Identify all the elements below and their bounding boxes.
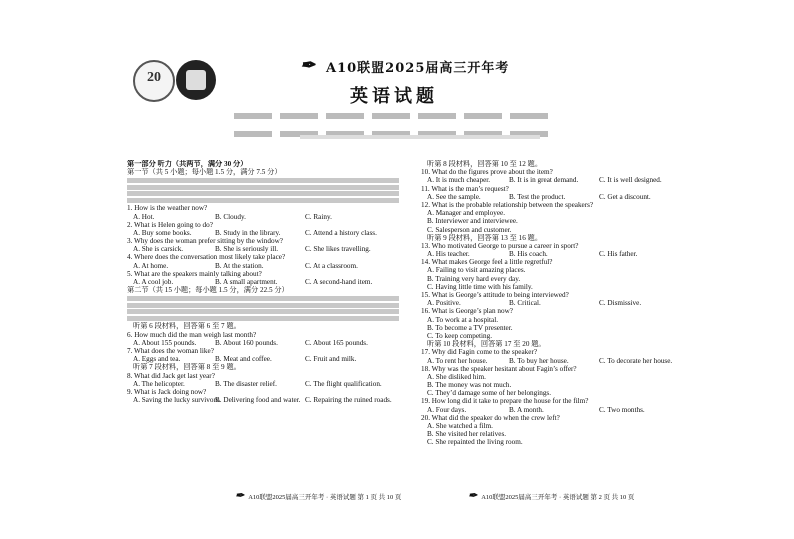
answer-options-row xyxy=(127,213,399,221)
listen-instruction: 听第 10 段材料，回答第 17 至 20 题。 xyxy=(427,340,546,349)
answer-option: C. To keep competing. xyxy=(427,331,493,340)
instruction-line xyxy=(127,185,399,190)
answer-option: A. To rent her house. xyxy=(427,356,488,365)
answer-option: A. She disliked him. xyxy=(427,372,486,381)
answer-options-row xyxy=(127,262,399,270)
answer-option: A. Four days. xyxy=(427,405,467,414)
answer-options-row xyxy=(421,193,693,201)
question-text: 9. What is Jack doing now? xyxy=(127,387,207,396)
school-logo-left: 20 xyxy=(133,60,175,102)
answer-options-row xyxy=(127,380,399,388)
answer-option: B. It is in great demand. xyxy=(509,176,579,185)
instruction-line xyxy=(127,296,399,301)
school-logo-right xyxy=(176,60,216,100)
question-text: 17. Why did Fagin come to the speaker? xyxy=(421,348,538,357)
answer-option: A. It is much cheaper. xyxy=(427,176,491,185)
answer-option: C. Fruit and milk. xyxy=(305,355,357,364)
question-text: 18. Why was the speaker hesitant about Fagin’s offer? xyxy=(421,364,577,373)
instruction-line xyxy=(127,316,399,321)
right-column xyxy=(421,160,693,447)
question-text: 7. What does the woman like? xyxy=(127,346,214,355)
exam-note xyxy=(300,135,540,139)
question-text: 16. What is George’s plan now? xyxy=(421,307,513,316)
answer-options-row xyxy=(127,245,399,253)
brand-text: A10联盟2025届高三开年考 xyxy=(326,61,510,76)
question-text: 1. How is the weather now? xyxy=(127,204,208,213)
answer-option: C. Two months. xyxy=(599,405,645,414)
question-text: 2. What is Helen going to do? xyxy=(127,220,213,229)
answer-option: B. Critical. xyxy=(509,299,541,308)
listen-instruction: 听第 6 段材料，回答第 6 至 7 题。 xyxy=(133,322,241,331)
question-text: 4. Where does the conversation most likely take place? xyxy=(127,253,286,262)
answer-option: A. Saving the lucky survivors. xyxy=(133,396,221,405)
answer-option: B. Meat and coffee. xyxy=(215,355,272,364)
question-text: 20. What did the speaker do when the crew left? xyxy=(421,413,560,422)
question-text: 12. What is the probable relationship between the speakers? xyxy=(421,200,594,209)
answer-option: B. The disaster relief. xyxy=(215,379,277,388)
footer-left xyxy=(235,489,401,502)
answer-option: C. The flight qualification. xyxy=(305,379,382,388)
answer-option: B. A small apartment. xyxy=(215,278,278,287)
question-text: 3. Why does the woman prefer sitting by the window? xyxy=(127,237,283,246)
listen-instruction: 听第 7 段材料，回答第 8 至 9 题。 xyxy=(133,363,241,372)
footer-right xyxy=(468,489,634,502)
school-list xyxy=(230,108,570,130)
answer-option: C. To decorate her house. xyxy=(599,356,673,365)
answer-option: C. A second-hand item. xyxy=(305,278,373,287)
answer-option: C. At a classroom. xyxy=(305,261,358,270)
page-title: 英语试题 xyxy=(350,86,438,107)
answer-option: A. To work at a hospital. xyxy=(427,315,499,324)
question-text: 5. What are the speakers mainly talking about? xyxy=(127,269,262,278)
answer-option: B. About 160 pounds. xyxy=(215,338,278,347)
instruction-line xyxy=(127,178,399,183)
question-text: 10. What do the figures prove about the item? xyxy=(421,168,553,177)
answer-option: A. About 155 pounds. xyxy=(133,338,197,347)
answer-option: C. Repairing the ruined roads. xyxy=(305,396,392,405)
answer-option: B. Test the product. xyxy=(509,192,566,201)
answer-option: B. She visited her relatives. xyxy=(427,430,507,439)
answer-option: C. She repainted the living room. xyxy=(427,438,523,447)
answer-option: B. Study in the library. xyxy=(215,228,281,237)
footer-mark-icon: ✒ xyxy=(468,490,478,502)
answer-option: A. Failing to visit amazing places. xyxy=(427,266,526,275)
answer-option: C. She likes travelling. xyxy=(305,245,371,254)
answer-options-row xyxy=(127,339,399,347)
question-text: 19. How long did it take to prepare the house for the film? xyxy=(421,397,589,406)
answer-option: B. Training very hard every day. xyxy=(427,274,521,283)
question-text: 11. What is the man’s request? xyxy=(421,184,509,193)
answer-option: A. Buy some books. xyxy=(133,228,192,237)
answer-options-row xyxy=(421,250,693,258)
listen-instruction: 听第 9 段材料，回答第 13 至 16 题。 xyxy=(427,233,543,242)
answer-option: C. His father. xyxy=(599,250,638,259)
exam-brand xyxy=(300,55,540,75)
footer-right-text: A10联盟2025届高三开年考 · 英语试题 第 2 页 共 10 页 xyxy=(481,494,635,501)
answer-option: A. Eggs and tea. xyxy=(133,355,181,364)
answer-option: B. Cloudy. xyxy=(215,212,246,221)
answer-options-row xyxy=(421,357,693,365)
left-column xyxy=(127,160,399,404)
answer-option: A. She is carsick. xyxy=(133,245,184,254)
answer-option: C. Attend a history class. xyxy=(305,228,377,237)
section-title: 第一部分 听力（共两节，满分 30 分） xyxy=(127,160,248,168)
footer-left-text: A10联盟2025届高三开年考 · 英语试题 第 1 页 共 10 页 xyxy=(248,494,402,501)
brand-mark-icon: ✒ xyxy=(300,55,316,75)
answer-option: C. It is well designed. xyxy=(599,176,662,185)
question-text: 6. How much did the man weigh last month? xyxy=(127,330,257,339)
answer-option: C. Get a discount. xyxy=(599,192,651,201)
instruction-line xyxy=(127,309,399,314)
answer-options-row xyxy=(421,406,693,414)
answer-option: A. Hot. xyxy=(133,212,155,221)
question-text: 13. Who motivated George to pursue a career in sport? xyxy=(421,241,579,250)
answer-option: C. About 165 pounds. xyxy=(305,338,368,347)
answer-option: C. Dismissive. xyxy=(599,299,642,308)
answer-option: A. See the sample. xyxy=(427,192,481,201)
answer-option: A. The helicopter. xyxy=(133,379,185,388)
answer-option: B. She is seriously ill. xyxy=(215,245,279,254)
question-text: 8. What did Jack get last year? xyxy=(127,371,215,380)
answer-option: A. At home. xyxy=(133,261,169,270)
answer-option: A. A cool job. xyxy=(133,278,174,287)
section-subtitle: 第一节（共 5 小题；每小题 1.5 分，满分 7.5 分） xyxy=(127,168,282,177)
answer-option: C. Rainy. xyxy=(305,212,332,221)
answer-option: B. Interviewer and interviewee. xyxy=(427,217,518,226)
answer-option: B. To become a TV presenter. xyxy=(427,323,513,332)
answer-options-row xyxy=(421,176,693,184)
answer-option: C. Having little time with his family. xyxy=(427,282,533,291)
answer-option: B. To buy her house. xyxy=(509,356,569,365)
answer-option: C. They’d damage some of her belongings. xyxy=(427,389,552,398)
answer-options-row xyxy=(127,355,399,363)
answer-options-row xyxy=(421,299,693,307)
listen-instruction: 听第 8 段材料，回答第 10 至 12 题。 xyxy=(427,160,543,168)
answer-option: B. At the station. xyxy=(215,261,264,270)
answer-option: B. A month. xyxy=(509,405,544,414)
footer-mark-icon: ✒ xyxy=(235,490,245,502)
answer-options-row xyxy=(127,396,399,404)
answer-option: A. She watched a film. xyxy=(427,422,493,430)
answer-option: A. His teacher. xyxy=(427,250,470,259)
answer-options-row xyxy=(127,278,399,286)
instruction-line xyxy=(127,191,399,196)
answer-option: B. Delivering food and water. xyxy=(215,396,301,405)
question-text: 15. What is George’s attitude to being interviewed? xyxy=(421,291,569,299)
answer-option: A. Manager and employee. xyxy=(427,209,506,218)
answer-option: B. The money was not much. xyxy=(427,381,512,390)
answer-option: B. His coach. xyxy=(509,250,548,259)
answer-option: A. Positive. xyxy=(427,299,461,308)
answer-option: C. Salesperson and customer. xyxy=(427,225,512,234)
instruction-line xyxy=(127,198,399,203)
question-text: 14. What makes George feel a little regretful? xyxy=(421,258,553,267)
instruction-line xyxy=(127,303,399,308)
section-subtitle: 第二节（共 15 小题；每小题 1.5 分，满分 22.5 分） xyxy=(127,286,289,295)
answer-options-row xyxy=(127,229,399,237)
